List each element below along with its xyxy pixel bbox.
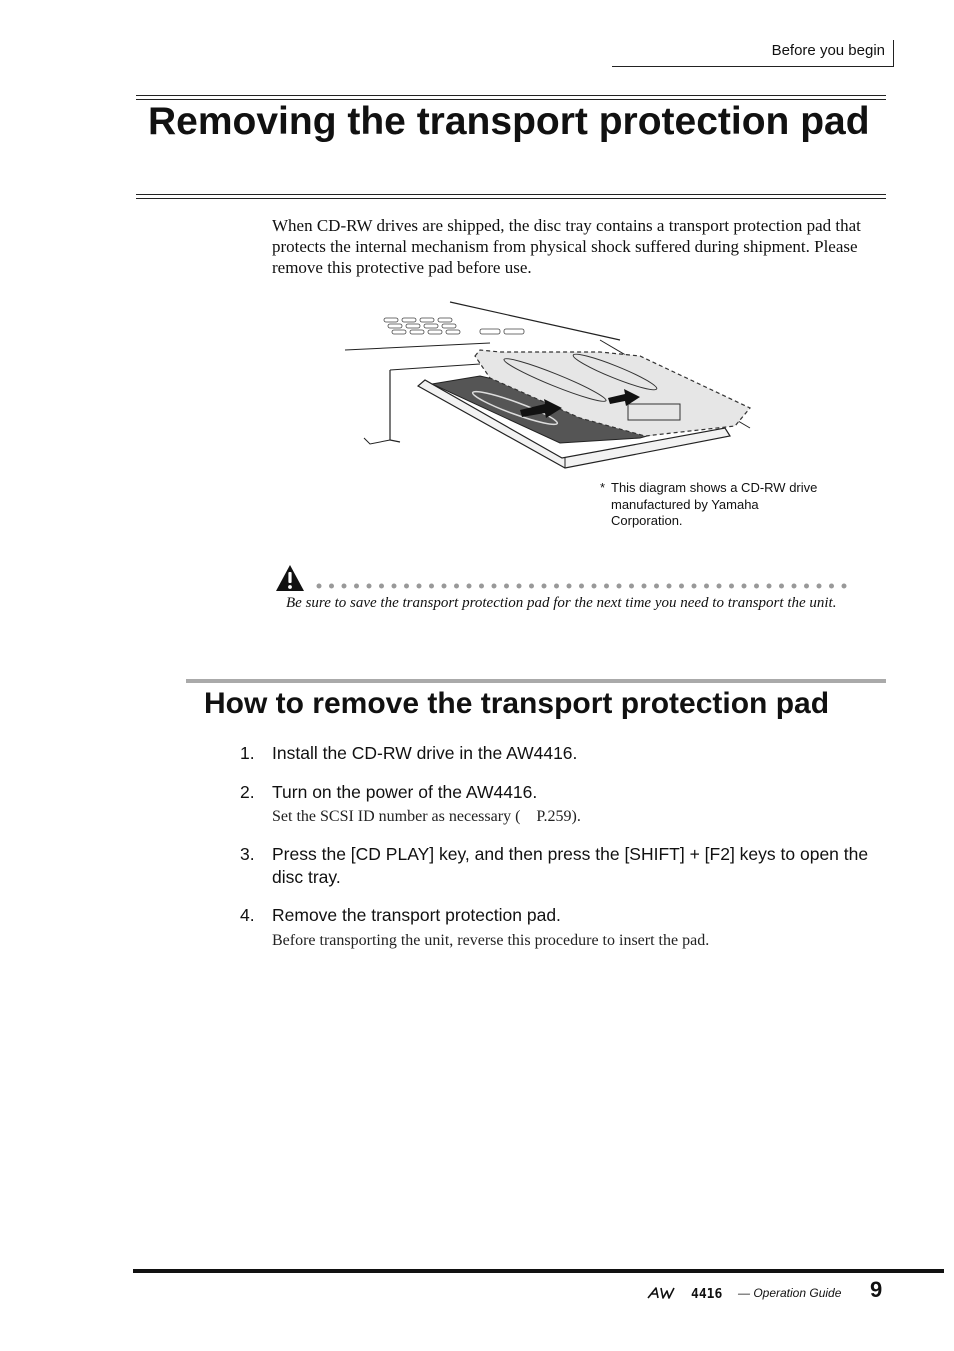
title-rule-bottom-1 [136,194,886,195]
aw4416-logo [646,1284,736,1302]
step-item [240,781,890,804]
step-text: Install the CD-RW drive in the AW4416. [272,743,578,763]
step-item [240,742,890,765]
chapter-title: Removing the transport protection pad [148,100,870,143]
warning-icon [275,564,305,592]
step-text: Remove the transport protection pad. [272,905,561,925]
title-rule-top-1 [136,95,886,96]
step-note: Before transporting the unit, reverse this procedure to insert the pad. [272,932,710,949]
running-header-title: Before you begin [771,42,885,59]
step-number: 4. [240,905,255,925]
step-number: 3. [240,844,255,864]
step-number: 2. [240,782,255,802]
footer-rule [133,1269,944,1273]
footer-guide-label: — Operation Guide [738,1286,842,1300]
figure-note-text: This diagram shows a CD-RW drive manufactured by Yamaha Corporation. [611,480,818,528]
step-item [240,843,890,889]
figure-note-marker: * [600,480,606,495]
section-rule [186,679,886,683]
caution-dotted-rule [316,583,856,589]
step-item [240,904,890,927]
figure-note [600,480,830,530]
svg-text:4416: 4416 [691,1287,723,1302]
cd-rw-tray-illustration [340,298,760,473]
page-number: 9 [870,1277,883,1302]
running-header [612,40,894,67]
title-rule-bottom-2 [136,198,886,199]
section-title: How to remove the transport protection pad [204,687,830,720]
step-text: Turn on the power of the AW4416. [272,782,538,802]
caution-text: Be sure to save the transport protection pad for the next time you need to transport the unit. [286,595,837,611]
step-text: Press the [CD PLAY] key, and then press the [SHIFT] + [F2] keys to open the disc tray. [272,844,869,887]
step-note: Set the SCSI ID number as necessary ( P.259). [272,808,581,825]
intro-paragraph: When CD-RW drives are shipped, the disc tray contains a transport protection pad that protects the internal mechanism from physical shock suffered during shipment. Please remove this protective pad before use. [272,216,861,277]
step-number: 1. [240,743,255,763]
